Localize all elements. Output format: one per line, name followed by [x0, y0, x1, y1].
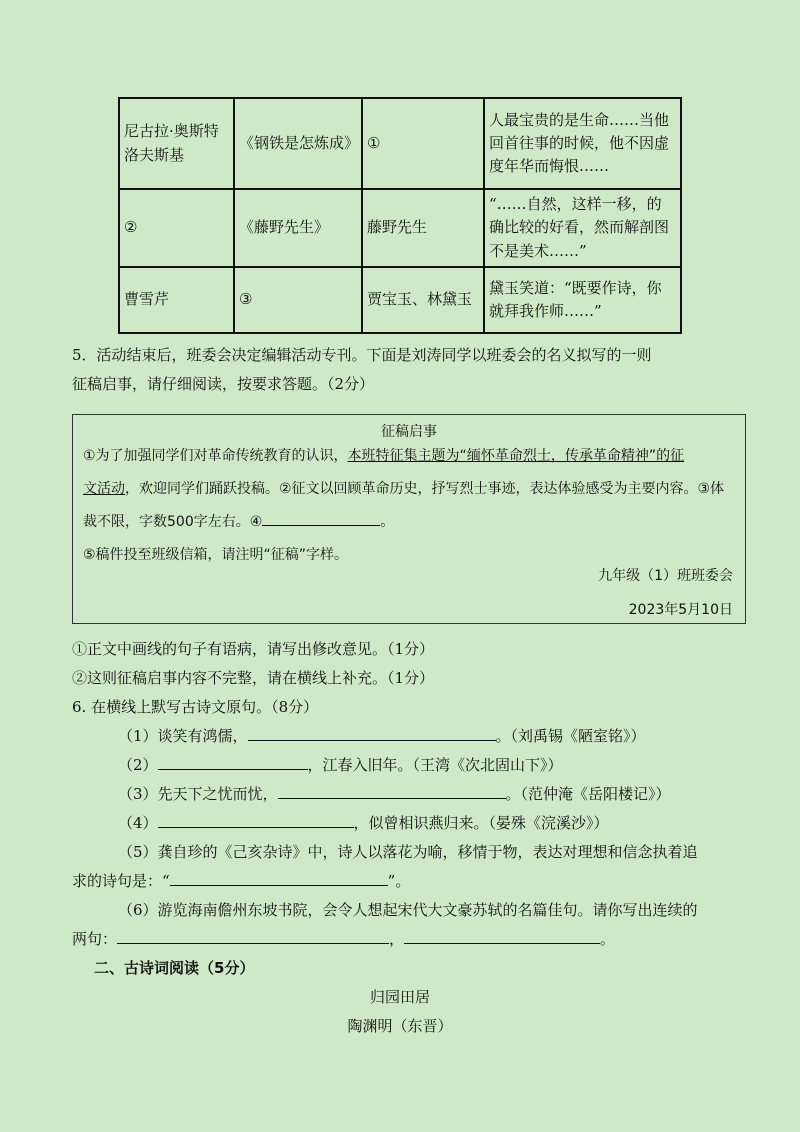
table-cell: “……自然，这样一移，的确比较的好看，然而解剖图不是美术……”: [484, 189, 681, 267]
item-text: ，江春入旧年。（王湾《次北固山下》）: [307, 756, 563, 774]
question-5-line2: 征稿启事，请仔细阅读，按要求答题。（2分）: [72, 375, 375, 393]
item-text: ”。: [387, 872, 411, 890]
notice-date: 2023年5月10日: [628, 602, 733, 618]
question-6-item-6-line1: （6）游览海南儋州东坡书院，会令人想起宋代大文豪苏轼的名篇佳句。请你写出连续的: [118, 901, 698, 919]
table-cell: ②: [119, 189, 234, 267]
notice-text: 。: [380, 514, 395, 530]
item-text: 。（范仲淹《岳阳楼记》）: [505, 785, 671, 803]
notice-text: 裁不限，字数500字左右。④: [83, 514, 263, 530]
table-cell: 贾宝玉、林黛玉: [362, 267, 484, 333]
item-text: ，: [389, 930, 405, 948]
item-text: （4）: [118, 814, 158, 832]
table-cell: 《藤野先生》: [234, 189, 362, 267]
answer-blank[interactable]: [248, 726, 496, 741]
underlined-sentence: 文活动: [83, 481, 125, 497]
answer-blank[interactable]: [158, 813, 354, 828]
table-cell: ①: [362, 98, 484, 189]
question-5-sub1: ①正文中画线的句子有语病，请写出修改意见。（1分）: [72, 640, 435, 658]
question-6-item-1: [118, 725, 646, 746]
question-6-item-5-line1: （5）龚自珍的《己亥杂诗》中，诗人以落花为喻，移情于物，表达对理想和信念执着追: [118, 843, 698, 861]
table-row: [119, 267, 681, 333]
item-text: 。（刘禹锡《陋室铭》）: [495, 727, 646, 745]
item-text: 。: [600, 930, 616, 948]
table-cell: 藤野先生: [362, 189, 484, 267]
notice-signature: 九年级（1）班班委会: [598, 568, 733, 584]
answer-blank[interactable]: [278, 784, 506, 799]
table-cell: 尼古拉·奥斯特洛夫斯基: [119, 98, 234, 189]
item-text: 求的诗句是：“: [72, 872, 170, 890]
notice-box: [72, 414, 746, 624]
notice-body: [83, 440, 735, 572]
question-6-item-5-line2: [72, 870, 410, 891]
question-6-item-4: [118, 812, 609, 833]
item-text: 两句：: [72, 930, 118, 948]
question-5-sub2: ②这则征稿启事内容不完整，请在横线上补充。（1分）: [72, 669, 435, 687]
poem-title: 归园田居: [369, 988, 430, 1006]
question-6-item-3: [118, 783, 671, 804]
question-6-item-2: [118, 754, 563, 775]
table-row: [119, 189, 681, 267]
question-5-line1: 5．活动结束后，班委会决定编辑活动专刊。下面是刘涛同学以班委会的名义拟写的一则: [72, 346, 652, 364]
question-6-heading: 6. 在横线上默写古诗文原句。（8分）: [72, 698, 319, 716]
item-text: （1）谈笑有鸿儒，: [118, 727, 248, 745]
answer-blank[interactable]: [117, 929, 389, 944]
table-row: [119, 98, 681, 189]
notice-text: ，欢迎同学们踊跃投稿。②征文以回顾革命历史，抒写烈士事迹，表达体验感受为主要内容。③体: [125, 481, 725, 497]
answer-blank[interactable]: [158, 755, 308, 770]
poem-author: 陶渊明（东晋）: [347, 1017, 453, 1035]
notice-title: 征稿启事: [381, 424, 437, 440]
answer-blank[interactable]: [262, 511, 380, 526]
item-text: ，似曾相识燕归来。（晏殊《浣溪沙》）: [353, 814, 609, 832]
table-cell: ③: [234, 267, 362, 333]
item-text: （3）先天下之忧而忧，: [118, 785, 278, 803]
section-2-heading: 二、古诗词阅读（5分）: [94, 959, 255, 977]
answer-blank[interactable]: [170, 871, 388, 886]
literature-table: [118, 97, 682, 334]
table-cell: 曹雪芹: [119, 267, 234, 333]
table-cell: 人最宝贵的是生命……当他回首往事的时候，他不因虚度年华而悔恨……: [484, 98, 681, 189]
table-cell: 黛玉笑道：“既要作诗，你就拜我作师……”: [484, 267, 681, 333]
answer-blank[interactable]: [404, 929, 600, 944]
item-text: （2）: [118, 756, 158, 774]
table-cell: 《钢铁是怎炼成》: [234, 98, 362, 189]
notice-text: ①为了加强同学们对革命传统教育的认识，: [83, 448, 348, 464]
notice-text: ⑤稿件投至班级信箱，请注明“征稿”字样。: [83, 547, 349, 563]
underlined-sentence: 本班特征集主题为“缅怀革命烈士，传承革命精神”的征: [347, 448, 685, 464]
question-6-item-6-line2: [72, 928, 615, 949]
